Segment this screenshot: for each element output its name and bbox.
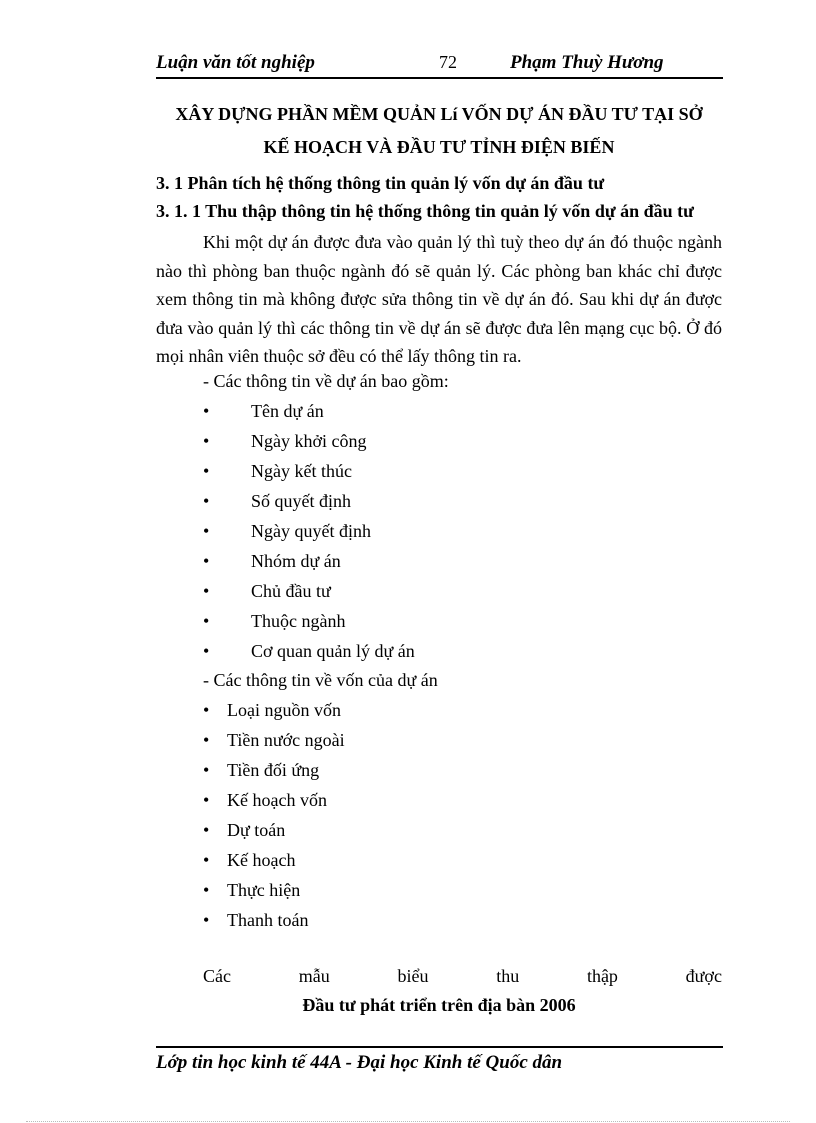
chapter-title-line-2: KẾ HOẠCH VÀ ĐẦU TƯ TỈNH ĐIỆN BIẾN [263,137,615,157]
footer-rule [156,1046,723,1048]
bullet-icon: • [203,551,210,571]
page-header [156,52,722,78]
body-paragraph: Khi một dự án được đưa vào quản lý thì tuỳ theo dự án đó thuộc ngành nào thì phòng ban thuộc ngành đó sẽ quản lý. Các phòng ban khác chỉ được xem thông tin mà không được sửa thông tin về dự án đó. Sau khi dự án được đưa vào quản lý thì các thông tin về dự án sẽ được đưa lên mạng cục bộ. Ở đó mọi nhân viên thuộc sở đều có thể lấy thông tin ra. [156,232,722,367]
section-heading: 3. 1 Phân tích hệ thống thông tin quản lý vốn dự án đầu tư [156,173,605,193]
bullet-icon: • [203,611,210,631]
bullet-icon: • [203,491,210,511]
closing-word: biểu [397,966,429,986]
project-info-intro: - Các thông tin về dự án bao gồm: [203,371,449,391]
closing-word: thập [586,966,618,986]
closing-word: Các [203,966,231,986]
bullet-icon: • [203,850,210,870]
page-boundary [26,1121,790,1122]
closing-word: được [685,966,722,986]
capital-info-intro: - Các thông tin về vốn của dự án [203,670,438,690]
bullet-icon: • [203,730,210,750]
bullet-icon: • [203,760,210,780]
bullet-icon: • [203,521,210,541]
closing-word: mẫu [298,966,330,986]
bullet-icon: • [203,790,210,810]
page-number: 72 [439,52,457,72]
closing-line [203,966,722,987]
bullet-icon: • [203,820,210,840]
subsection-heading: 3. 1. 1 Thu thập thông tin hệ thống thông tin quản lý vốn dự án đầu tư [156,201,694,221]
bullet-icon: • [203,581,210,601]
form-caption: Đầu tư phát triển trên địa bàn 2006 [302,995,576,1015]
bullet-icon: • [203,401,210,421]
header-author: Phạm Thuỳ Hương [510,52,664,73]
chapter-title-line-1: XÂY DỰNG PHẦN MỀM QUẢN Lí VỐN DỰ ÁN ĐẦU TƯ TẠI SỞ [175,104,703,124]
bullet-icon: • [203,880,210,900]
document-page: Luận văn tốt nghiệp 72 Phạm Thuỳ Hương XÂY DỰNG PHẦN MỀM QUẢN Lí VỐN DỰ ÁN ĐẦU TƯ TẠI SỞ KẾ HOẠCH VÀ ĐẦU TƯ TỈNH ĐIỆN BIẾN 3. 1 Phân tích hệ thống thông tin quản lý vốn dự án đầu tư 3. 1. 1 Thu thập thông tin hệ thống thông tin quản lý vốn dự án đầu tư Khi một dự án được đưa vào quản lý thì tuỳ theo dự án đó thuộc ngành nào thì phòng ban thuộc ngành đó sẽ quản lý. Các phòng ban khác chỉ được xem thông tin mà không được sửa thông tin về dự án đó. Sau khi dự án được đưa vào quản lý thì các thông tin về dự án sẽ được đưa lên mạng cục bộ. Ở đó mọi nhân viên thuộc sở đều có thể lấy thông tin ra. - Các thông tin về dự án bao gồm: • Tên dự án • Ngày khởi công • Ngày kết thúc • Số quyết định • Ngày quyết định • Nhóm dự án • Chủ đầu tư • Thuộc ngành • Cơ quan quản lý dự án - Các thông tin về vốn của dự án • Loại nguồn vốn • Tiền nước ngoài • Tiền đối ứng • Kế hoạch vốn • Dự toán • Kế hoạch • Thực hiện • Thanh toán Các mẫu biểu thu thập được Đầu tư phát triển trên địa bàn 2006 Lớp tin học kinh tế 44A - Đại học Kinh tế Quốc dân [0,0,816,1123]
header-thesis-label: Luận văn tốt nghiệp [156,52,315,73]
bullet-icon: • [203,700,210,720]
page-footer: Lớp tin học kinh tế 44A - Đại học Kinh tế Quốc dân [156,1052,563,1073]
bullet-icon: • [203,461,210,481]
bullet-icon: • [203,431,210,451]
bullet-icon: • [203,641,210,661]
bullet-icon: • [203,910,210,930]
closing-word: thu [496,966,520,986]
header-rule [156,77,723,79]
